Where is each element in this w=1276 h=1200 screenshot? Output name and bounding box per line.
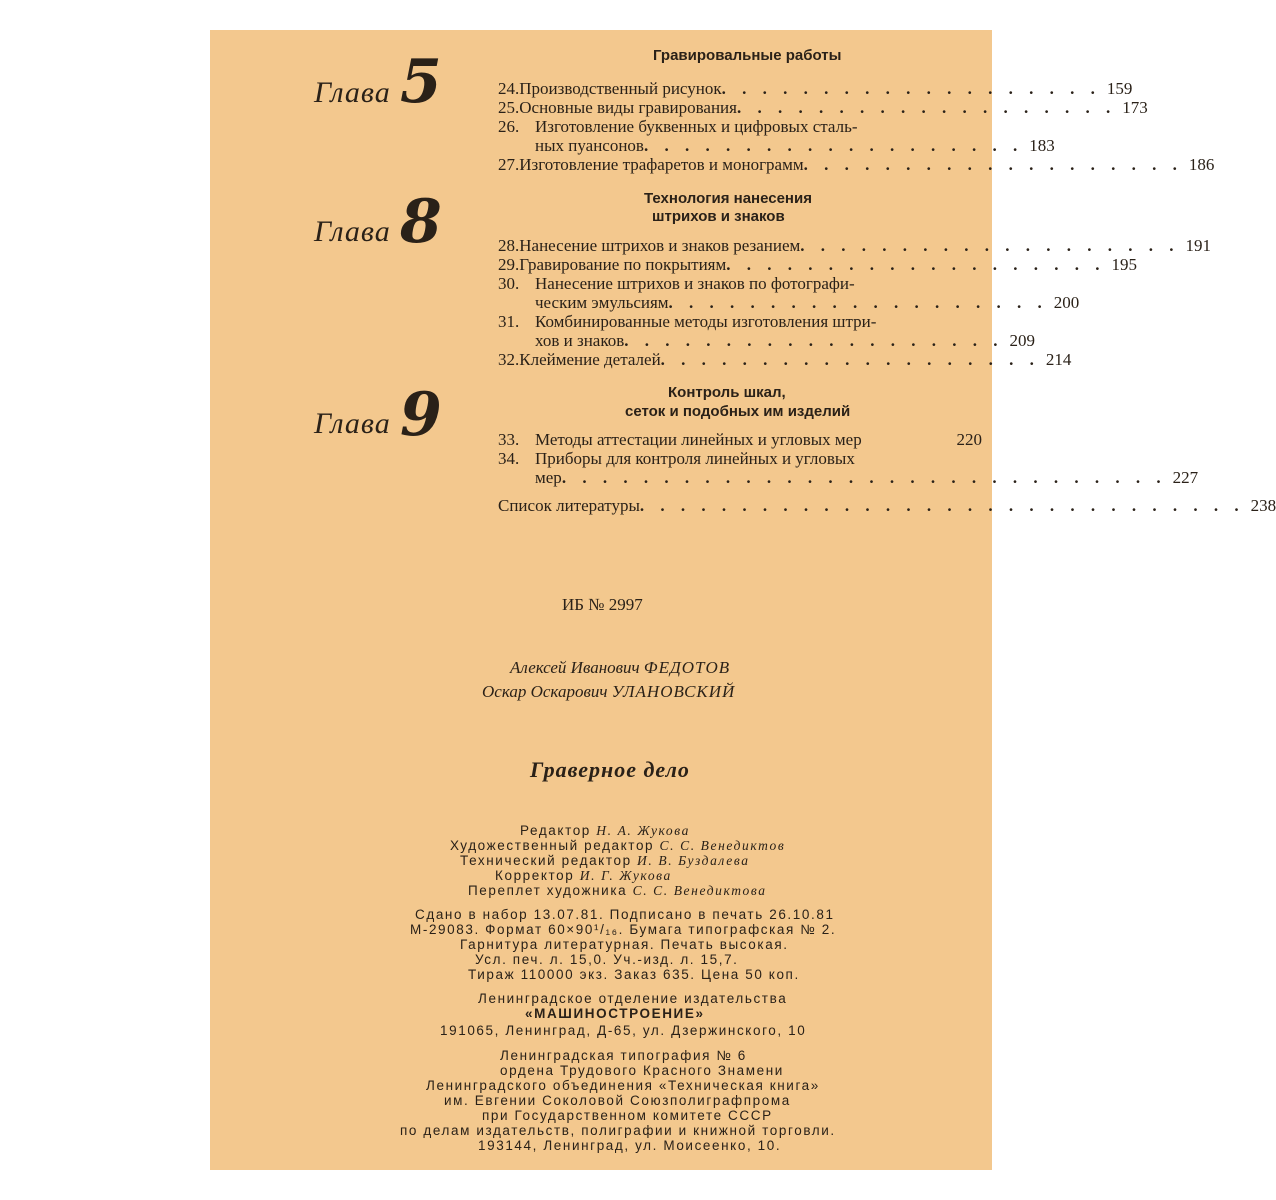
toc-entry-29: 29. Гравирование по покрытиям . . . . . . . . . . . . . . . . . . . 195 — [498, 255, 1137, 274]
toc-entry-26: 26. Изготовление буквенных и цифровых сталь- — [498, 117, 858, 136]
author-2-last-name: УЛАНОВСКИЙ — [611, 682, 736, 701]
chapter-5-title: Гравировальные работы — [653, 47, 842, 64]
chapter-9-title-line-2: сеток и подобных им изделий — [625, 403, 851, 420]
printer-line-7: 193144, Ленинград, ул. Моисеенко, 10. — [478, 1138, 782, 1153]
printer-line-6: по делам издательств, полиграфии и книжной торговли. — [400, 1123, 836, 1138]
chapter-5-number: 5 — [400, 47, 442, 117]
chapter-8-number: 8 — [400, 187, 442, 257]
toc-entry-27: 27. Изготовление трафаретов и монограмм . . . . . . . . . . . . . . . . . . . 186 — [498, 155, 1215, 174]
publisher-address: 191065, Ленинград, Д-65, ул. Дзержинского, 10 — [440, 1023, 807, 1038]
toc-entry-34-cont: мер . . . . . . . . . . . . . . . . . . . . . . . . . . . . . . 227 — [535, 468, 1199, 487]
chapter-9-number: 9 — [400, 380, 442, 450]
printing-line-3: Гарнитура литературная. Печать высокая. — [460, 937, 789, 952]
chapter-8-label: Глава — [314, 215, 391, 248]
toc-entry-28: 28. Нанесение штрихов и знаков резанием . . . . . . . . . . . . . . . . . . . 191 — [498, 236, 1212, 255]
printer-line-5: при Государственном комитете СССР — [482, 1108, 773, 1123]
chapter-9-entries — [498, 430, 1276, 515]
credit-proofreader: Корректор И. Г. Жукова — [495, 868, 672, 883]
book-title: Граверное дело — [530, 757, 690, 782]
toc-entry-30-cont: ческим эмульсиям . . . . . . . . . . . . . . . . . . . 200 — [535, 293, 1080, 312]
author-2-first-name: Оскар Оскарович — [482, 682, 608, 701]
printing-line-2: М-29083. Формат 60×90¹/₁₆. Бумага типографская № 2. — [410, 922, 837, 937]
author-1-last-name: ФЕДОТОВ — [643, 658, 731, 677]
credit-tech-editor: Технический редактор И. В. Буздалева — [460, 853, 750, 868]
toc-entry-32: 32. Клеймение деталей . . . . . . . . . . . . . . . . . . . 214 — [498, 350, 1072, 369]
toc-entry-25: 25. Основные виды гравирования . . . . . . . . . . . . . . . . . . . 173 — [498, 98, 1148, 117]
book-page — [210, 30, 1276, 1170]
author-1-first-name: Алексей Иванович — [510, 658, 640, 677]
credit-binding-artist: Переплет художника С. С. Венедиктова — [468, 883, 767, 898]
printing-line-1: Сдано в набор 13.07.81. Подписано в печать 26.10.81 — [415, 907, 835, 922]
chapter-5-entries — [498, 79, 1215, 174]
printer-line-1: Ленинградская типография № 6 — [500, 1048, 747, 1063]
chapter-9-title-line-1: Контроль шкал, — [668, 384, 786, 401]
printer-line-2: ордена Трудового Красного Знамени — [500, 1063, 784, 1078]
toc-entry-31-cont: хов и знаков . . . . . . . . . . . . . . . . . . . 209 — [535, 331, 1036, 350]
printing-line-4: Усл. печ. л. 15,0. Уч.-изд. л. 15,7. — [475, 952, 739, 967]
toc-entry-31: 31. Комбинированные методы изготовления штри- — [498, 312, 877, 331]
toc-entry-34: 34. Приборы для контроля линейных и угловых — [498, 449, 855, 468]
publisher-line-1: Ленинградское отделение издательства — [478, 991, 788, 1006]
chapter-9-label: Глава — [314, 407, 391, 440]
printing-line-5: Тираж 110000 экз. Заказ 635. Цена 50 коп. — [468, 967, 800, 982]
toc-entry-30: 30. Нанесение штрихов и знаков по фотографи- — [498, 274, 855, 293]
author-2 — [482, 682, 735, 702]
credit-editor: Редактор Н. А. Жукова — [520, 823, 691, 838]
chapter-8-title-line-2: штрихов и знаков — [652, 208, 785, 225]
toc-entry-bibliography: Список литературы . . . . . . . . . . . . . . . . . . . . . . . . . . . . . . 238 — [498, 496, 1276, 515]
publisher-name: «МАШИНОСТРОЕНИЕ» — [525, 1006, 705, 1021]
credit-art-editor: Художественный редактор С. С. Венедиктов — [450, 838, 786, 853]
chapter-8-entries — [498, 236, 1212, 369]
toc-entry-26-cont: ных пуансонов . . . . . . . . . . . . . . . . . . . 183 — [535, 136, 1055, 155]
chapter-8-title-line-1: Технология нанесения — [644, 190, 812, 207]
chapter-5-label: Глава — [314, 76, 391, 109]
printer-line-3: Ленинградского объединения «Техническая книга» — [426, 1078, 820, 1093]
ib-number: ИБ № 2997 — [562, 595, 643, 614]
toc-entry-24: 24. Производственный рисунок . . . . . . . . . . . . . . . . . . . 159 — [498, 79, 1133, 98]
toc-entry-33: 33. Методы аттестации линейных и угловых мер 220 — [498, 430, 982, 449]
author-1 — [510, 658, 730, 678]
printer-line-4: им. Евгении Соколовой Союзполиграфпрома — [444, 1093, 791, 1108]
